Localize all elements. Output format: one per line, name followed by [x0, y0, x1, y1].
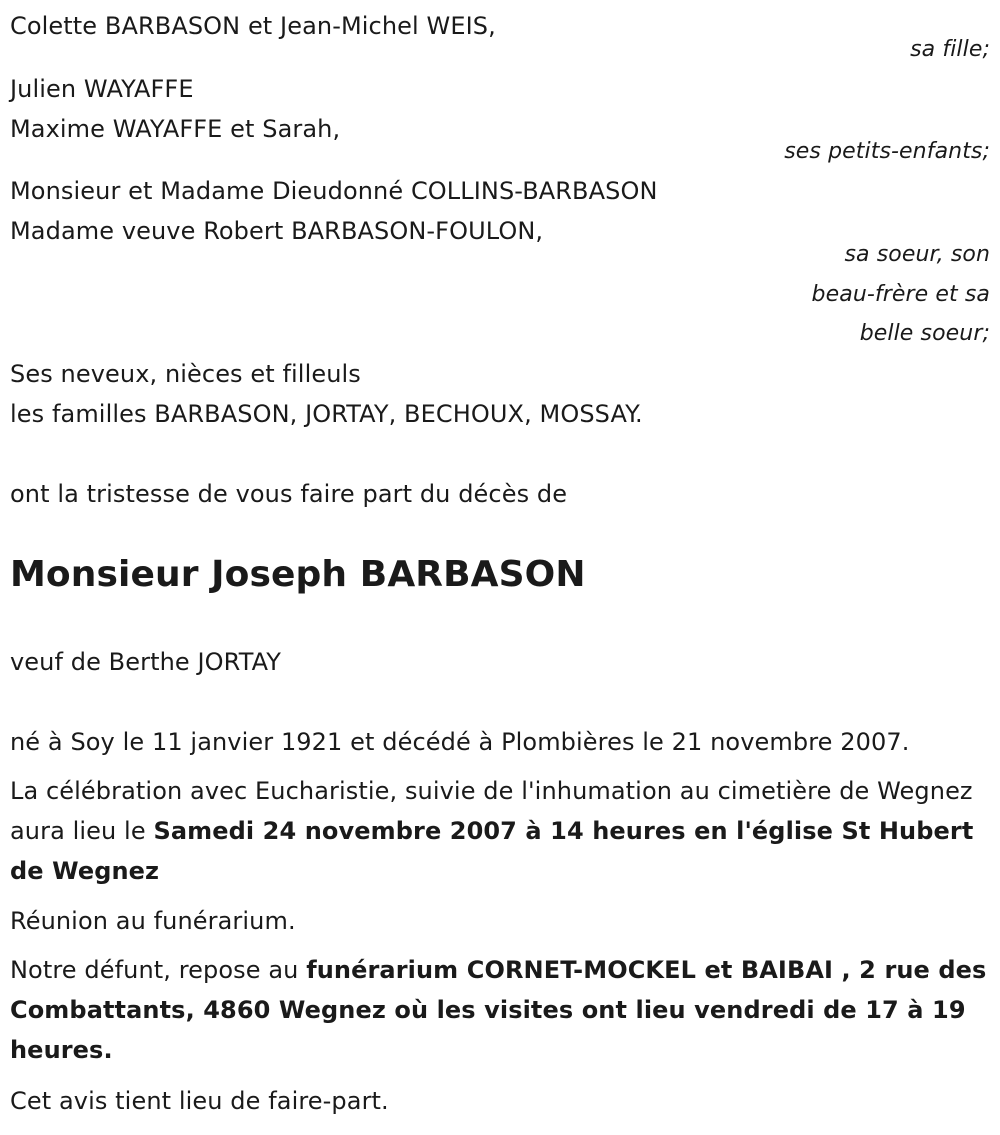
role-grandchildren: ses petits-enfants; — [784, 139, 990, 164]
ceremony-date-location: Samedi 24 novembre 2007 à 14 heures en l'église St Hubert de Wegnez — [10, 817, 974, 885]
family-line-families: les familles BARBASON, JORTAY, BECHOUX, MOSSAY. — [10, 400, 643, 428]
obituary-notice — [10, 0, 990, 1135]
reunion-line: Réunion au funérarium. — [10, 907, 296, 935]
family-line-grandson-2: Maxime WAYAFFE et Sarah, — [10, 115, 341, 143]
family-line-sister-in-law: Madame veuve Robert BARBASON-FOULON, — [10, 217, 544, 245]
widower-line: veuf de Berthe JORTAY — [10, 648, 282, 676]
ceremony-paragraph — [10, 771, 990, 891]
role-sister-line-1: sa soeur, son — [844, 242, 990, 267]
role-sister-line-3: belle soeur; — [859, 321, 990, 346]
family-line-sister: Monsieur et Madame Dieudonné COLLINS-BARBASON — [10, 177, 658, 205]
visits-details: funérarium CORNET-MOCKEL et BAIBAI , 2 rue des Combattants, 4860 Wegnez où les visites ont lieu vendredi de 17 à 19 heures. — [10, 956, 987, 1064]
family-line-grandson-1: Julien WAYAFFE — [10, 75, 194, 103]
birth-death-line: né à Soy le 11 janvier 1921 et décédé à Plombières le 21 novembre 2007. — [10, 728, 910, 756]
announcement-intro: ont la tristesse de vous faire part du décès de — [10, 480, 568, 508]
family-line-nephews: Ses neveux, nièces et filleuls — [10, 360, 361, 388]
ceremony-text: La célébration avec Eucharistie, suivie de l'inhumation au cimetière de Wegnez aura lieu le — [10, 777, 973, 845]
closing-line: Cet avis tient lieu de faire-part. — [10, 1087, 389, 1115]
family-line-daughter: Colette BARBASON et Jean-Michel WEIS, — [10, 12, 496, 40]
visits-text: Notre défunt, repose au — [10, 956, 307, 984]
role-sister-line-2: beau-frère et sa — [811, 282, 990, 307]
role-daughter: sa fille; — [910, 37, 990, 62]
visits-paragraph — [10, 950, 990, 1070]
deceased-name: Monsieur Joseph BARBASON — [10, 554, 586, 595]
